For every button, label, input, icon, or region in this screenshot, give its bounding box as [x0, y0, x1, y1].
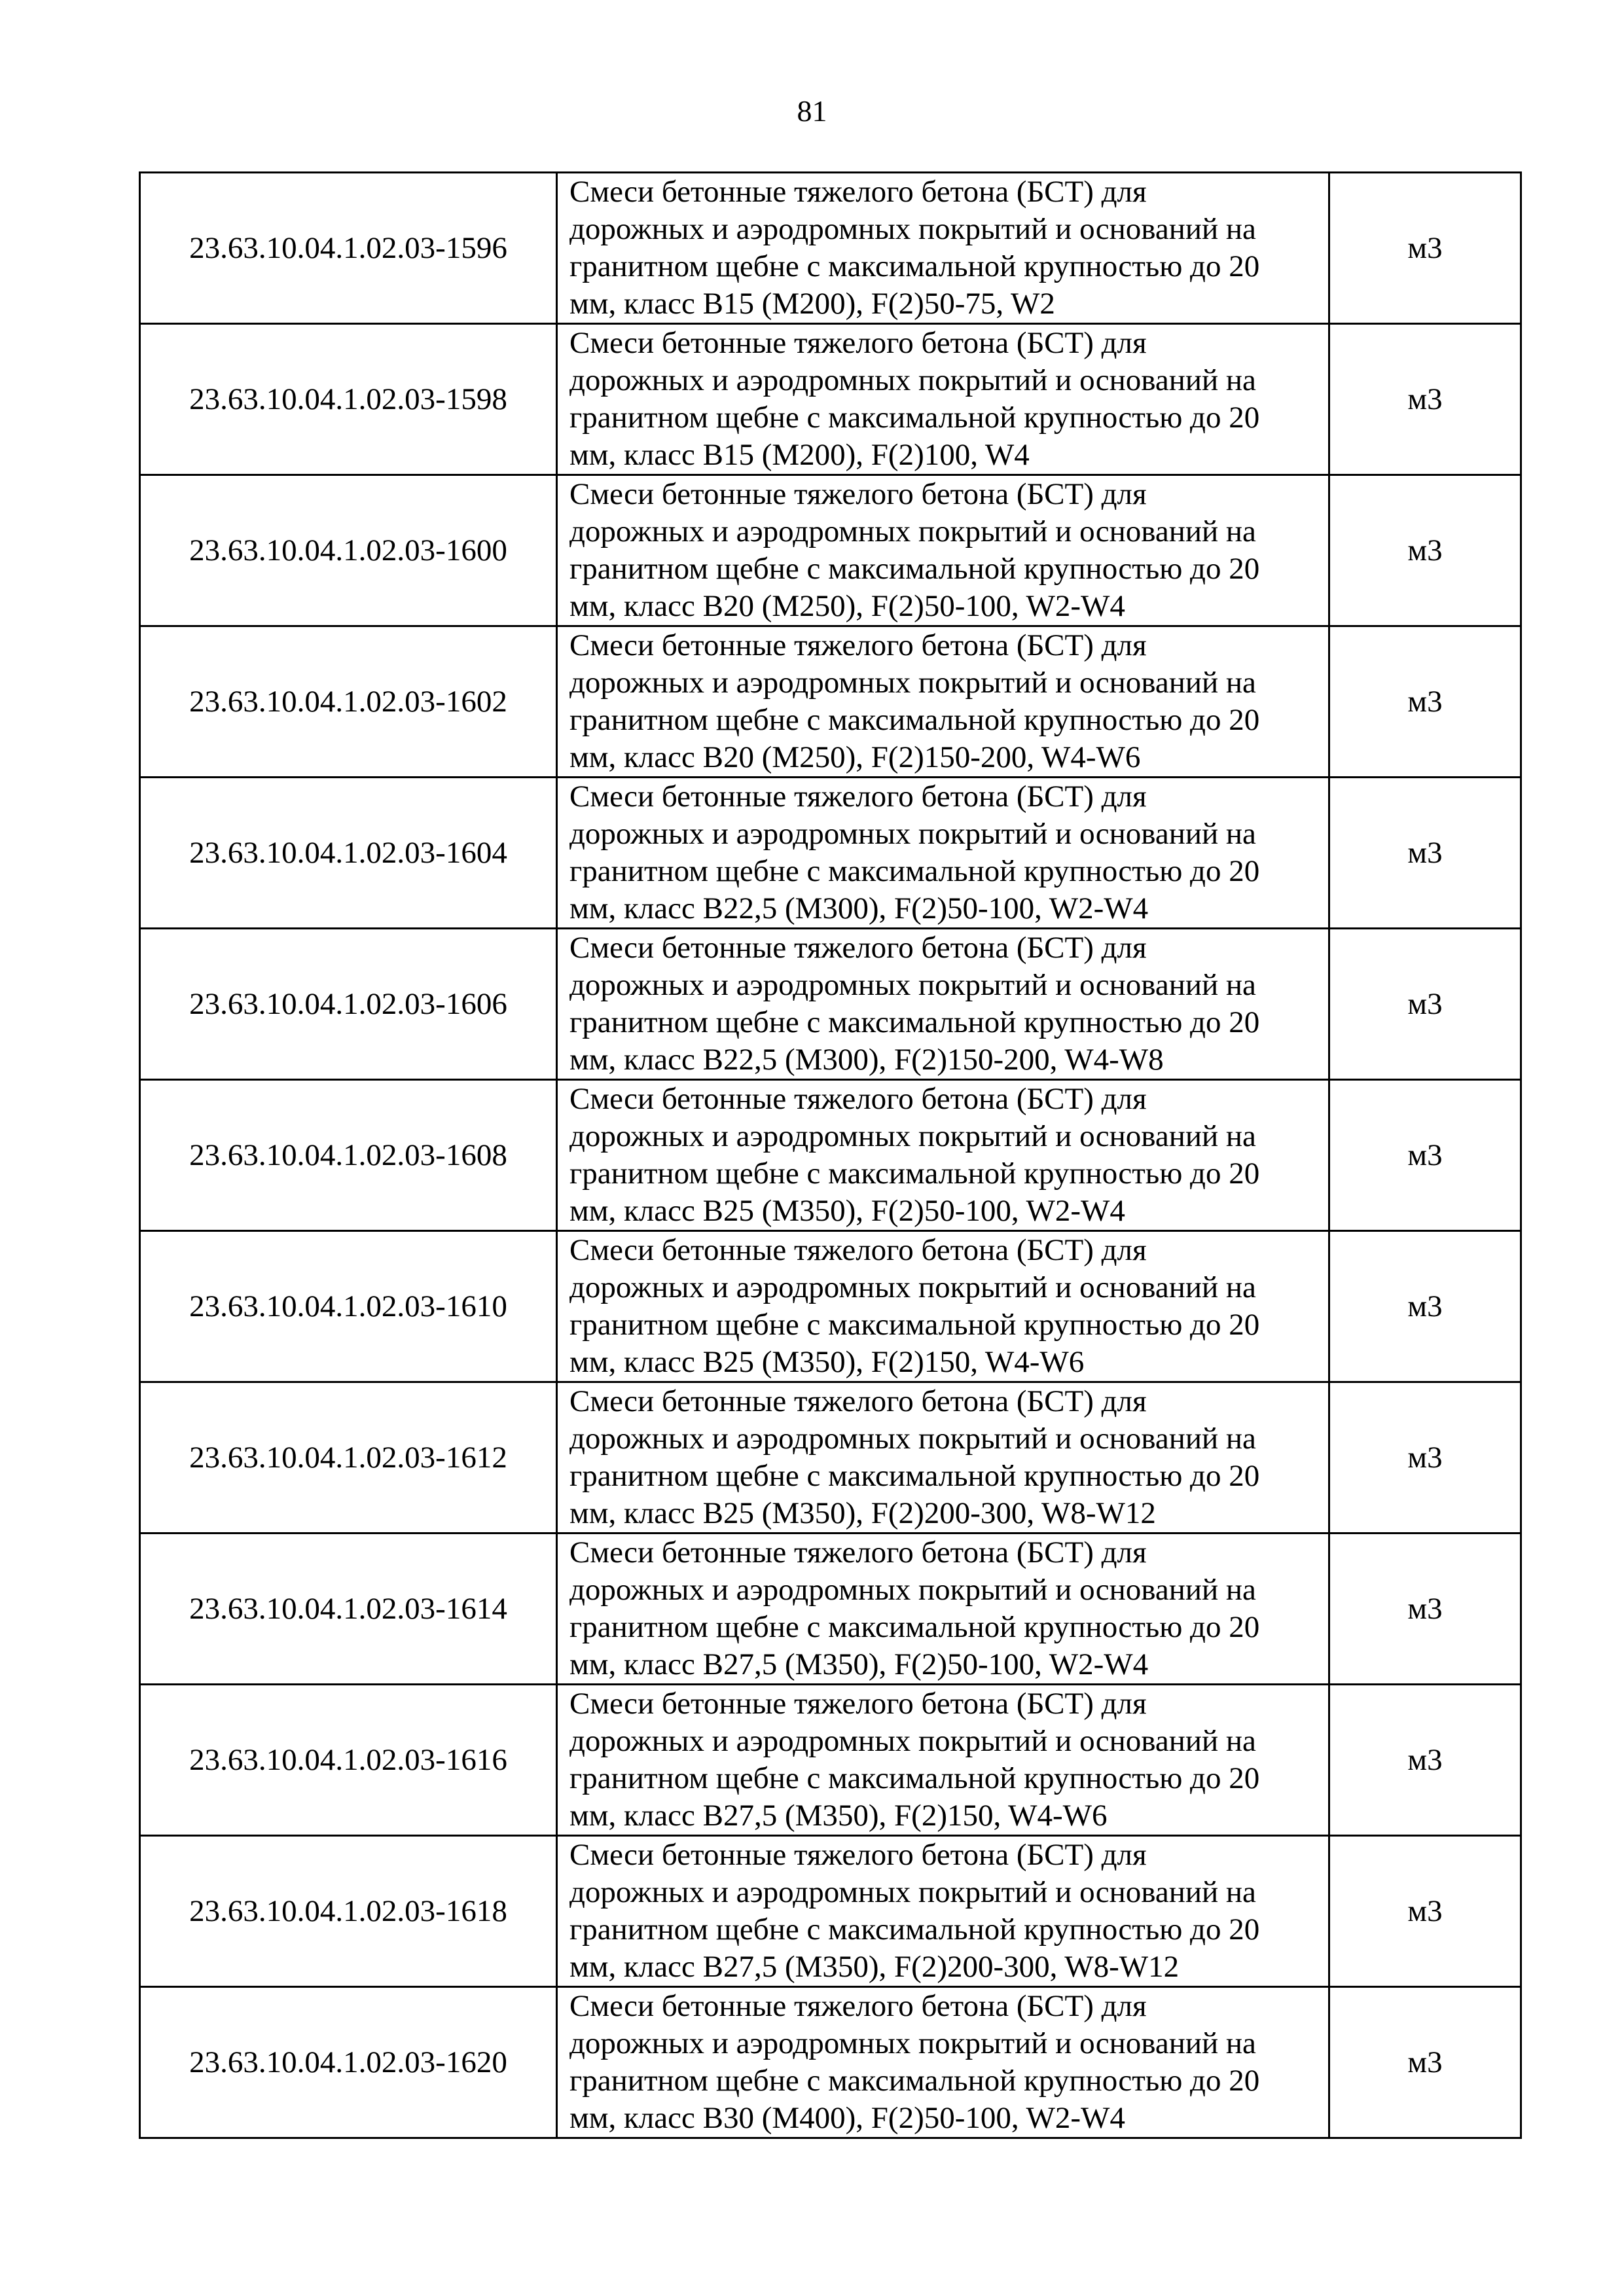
item-code-cell: 23.63.10.04.1.02.03-1598	[140, 324, 557, 475]
description-line: дорожных и аэродромных покрытий и оснований на	[569, 1422, 1256, 1456]
item-code-cell: 23.63.10.04.1.02.03-1602	[140, 626, 557, 778]
item-unit-cell: м3	[1329, 475, 1521, 626]
item-unit-cell: м3	[1329, 778, 1521, 929]
item-description-cell	[557, 1382, 1329, 1534]
item-description-cell	[557, 626, 1329, 778]
item-unit-cell: м3	[1329, 1534, 1521, 1685]
item-unit-cell: м3	[1329, 1382, 1521, 1534]
table-row	[140, 324, 1521, 475]
description-line: гранитном щебне с максимальной крупностью до 20	[569, 249, 1260, 283]
description-line: дорожных и аэродромных покрытий и оснований на	[569, 666, 1256, 700]
item-unit-cell: м3	[1329, 626, 1521, 778]
description-line: дорожных и аэродромных покрытий и оснований на	[569, 1270, 1256, 1304]
description-line: Смеси бетонные тяжелого бетона (БСТ) для	[569, 1384, 1147, 1418]
description-line: гранитном щебне с максимальной крупностью до 20	[569, 552, 1260, 586]
description-line: мм, класс В20 (М250), F(2)150-200, W4-W6	[569, 740, 1141, 774]
description-line: гранитном щебне с максимальной крупностью до 20	[569, 854, 1260, 888]
description-line: дорожных и аэродромных покрытий и оснований на	[569, 514, 1256, 548]
table-row	[140, 1534, 1521, 1685]
description-line: гранитном щебне с максимальной крупностью до 20	[569, 1761, 1260, 1795]
item-description-cell	[557, 1080, 1329, 1231]
description-line: мм, класс В20 (М250), F(2)50-100, W2-W4	[569, 589, 1125, 623]
item-unit-cell: м3	[1329, 1836, 1521, 1987]
description-line: Смеси бетонные тяжелого бетона (БСТ) для	[569, 1535, 1147, 1570]
item-code-cell: 23.63.10.04.1.02.03-1596	[140, 173, 557, 324]
description-line: Смеси бетонные тяжелого бетона (БСТ) для	[569, 477, 1147, 511]
description-line: дорожных и аэродромных покрытий и оснований на	[569, 1573, 1256, 1607]
item-unit-cell: м3	[1329, 1685, 1521, 1836]
description-line: Смеси бетонные тяжелого бетона (БСТ) для	[569, 1687, 1147, 1721]
item-unit-cell: м3	[1329, 929, 1521, 1080]
table-row	[140, 1080, 1521, 1231]
item-code-cell: 23.63.10.04.1.02.03-1612	[140, 1382, 557, 1534]
description-line: Смеси бетонные тяжелого бетона (БСТ) для	[569, 931, 1147, 965]
table-row	[140, 475, 1521, 626]
description-line: мм, класс В22,5 (М300), F(2)50-100, W2-W4	[569, 891, 1149, 925]
item-unit-cell: м3	[1329, 1080, 1521, 1231]
item-code-cell: 23.63.10.04.1.02.03-1600	[140, 475, 557, 626]
materials-table	[139, 171, 1522, 2139]
description-line: гранитном щебне с максимальной крупностью до 20	[569, 401, 1260, 435]
description-line: Смеси бетонные тяжелого бетона (БСТ) для	[569, 780, 1147, 814]
item-code-cell: 23.63.10.04.1.02.03-1610	[140, 1231, 557, 1382]
description-line: Смеси бетонные тяжелого бетона (БСТ) для	[569, 326, 1147, 360]
description-line: Смеси бетонные тяжелого бетона (БСТ) для	[569, 1838, 1147, 1872]
description-line: Смеси бетонные тяжелого бетона (БСТ) для	[569, 628, 1147, 662]
description-line: гранитном щебне с максимальной крупностью до 20	[569, 703, 1260, 737]
item-unit-cell: м3	[1329, 324, 1521, 475]
item-description-cell	[557, 929, 1329, 1080]
description-line: мм, класс В25 (М350), F(2)150, W4-W6	[569, 1345, 1085, 1379]
description-line: мм, класс В27,5 (М350), F(2)150, W4-W6	[569, 1799, 1108, 1833]
item-description-cell	[557, 173, 1329, 324]
description-line: Смеси бетонные тяжелого бетона (БСТ) для	[569, 1989, 1147, 2023]
description-line: гранитном щебне с максимальной крупностью до 20	[569, 2064, 1260, 2098]
item-code-cell: 23.63.10.04.1.02.03-1620	[140, 1987, 557, 2138]
description-line: дорожных и аэродромных покрытий и оснований на	[569, 212, 1256, 246]
item-code-cell: 23.63.10.04.1.02.03-1614	[140, 1534, 557, 1685]
description-line: мм, класс В27,5 (М350), F(2)50-100, W2-W4	[569, 1647, 1149, 1681]
item-description-cell	[557, 475, 1329, 626]
description-line: мм, класс В25 (М350), F(2)50-100, W2-W4	[569, 1194, 1125, 1228]
item-code-cell: 23.63.10.04.1.02.03-1604	[140, 778, 557, 929]
description-line: мм, класс В22,5 (М300), F(2)150-200, W4-W8	[569, 1043, 1164, 1077]
item-description-cell	[557, 1231, 1329, 1382]
description-line: мм, класс В15 (М200), F(2)100, W4	[569, 438, 1030, 472]
table-body	[140, 173, 1521, 2138]
item-description-cell	[557, 1836, 1329, 1987]
item-description-cell	[557, 1685, 1329, 1836]
item-description-cell	[557, 1534, 1329, 1685]
description-line: дорожных и аэродромных покрытий и оснований на	[569, 1724, 1256, 1758]
table-row	[140, 778, 1521, 929]
item-description-cell	[557, 324, 1329, 475]
description-line: дорожных и аэродромных покрытий и оснований на	[569, 817, 1256, 851]
description-line: мм, класс В27,5 (М350), F(2)200-300, W8-W12	[569, 1950, 1180, 1984]
item-code-cell: 23.63.10.04.1.02.03-1618	[140, 1836, 557, 1987]
description-line: дорожных и аэродромных покрытий и оснований на	[569, 2026, 1256, 2060]
description-line: гранитном щебне с максимальной крупностью до 20	[569, 1308, 1260, 1342]
item-code-cell: 23.63.10.04.1.02.03-1606	[140, 929, 557, 1080]
description-line: дорожных и аэродромных покрытий и оснований на	[569, 1875, 1256, 1909]
item-description-cell	[557, 778, 1329, 929]
description-line: мм, класс В30 (М400), F(2)50-100, W2-W4	[569, 2101, 1125, 2135]
description-line: дорожных и аэродромных покрытий и оснований на	[569, 968, 1256, 1002]
item-code-cell: 23.63.10.04.1.02.03-1608	[140, 1080, 557, 1231]
table-row	[140, 1231, 1521, 1382]
description-line: гранитном щебне с максимальной крупностью до 20	[569, 1912, 1260, 1946]
table-row	[140, 929, 1521, 1080]
description-line: гранитном щебне с максимальной крупностью до 20	[569, 1157, 1260, 1191]
description-line: Смеси бетонные тяжелого бетона (БСТ) для	[569, 175, 1147, 209]
table-row	[140, 626, 1521, 778]
description-line: Смеси бетонные тяжелого бетона (БСТ) для	[569, 1082, 1147, 1116]
description-line: гранитном щебне с максимальной крупностью до 20	[569, 1610, 1260, 1644]
item-description-cell	[557, 1987, 1329, 2138]
table-row	[140, 1987, 1521, 2138]
table-row	[140, 1836, 1521, 1987]
table-row	[140, 173, 1521, 324]
description-line: мм, класс В15 (М200), F(2)50-75, W2	[569, 287, 1055, 321]
description-line: гранитном щебне с максимальной крупностью до 20	[569, 1005, 1260, 1039]
description-line: дорожных и аэродромных покрытий и оснований на	[569, 1119, 1256, 1153]
item-unit-cell: м3	[1329, 173, 1521, 324]
table-row	[140, 1685, 1521, 1836]
description-line: Смеси бетонные тяжелого бетона (БСТ) для	[569, 1233, 1147, 1267]
table-row	[140, 1382, 1521, 1534]
description-line: дорожных и аэродромных покрытий и оснований на	[569, 363, 1256, 397]
item-unit-cell: м3	[1329, 1231, 1521, 1382]
page-number: 81	[797, 94, 827, 128]
description-line: гранитном щебне с максимальной крупностью до 20	[569, 1459, 1260, 1493]
item-code-cell: 23.63.10.04.1.02.03-1616	[140, 1685, 557, 1836]
description-line: мм, класс В25 (М350), F(2)200-300, W8-W12	[569, 1496, 1156, 1530]
item-unit-cell: м3	[1329, 1987, 1521, 2138]
